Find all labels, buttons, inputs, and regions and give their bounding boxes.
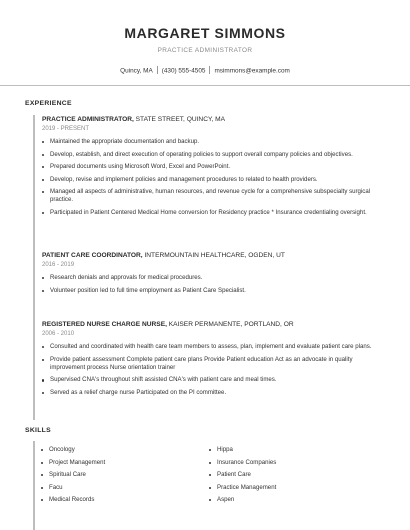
candidate-name: MARGARET SIMMONS <box>124 25 286 41</box>
skill-item: Insurance Companies <box>209 459 359 467</box>
job-bullet: Volunteer position led to full time employment as Patient Care Specialist. <box>42 287 387 295</box>
skill-item: Spiritual Care <box>41 471 191 479</box>
header-divider <box>0 85 410 86</box>
contact-separator <box>209 66 210 74</box>
contact-email: msimmons@example.com <box>214 67 290 75</box>
skills-list-left <box>41 446 191 509</box>
job-employer: KAISER PERMANENTE, PORTLAND, OR <box>166 321 294 328</box>
skill-item: Facu <box>41 484 191 492</box>
job-bullet: Managed all aspects of administrative, human resources, and revenue cycle for a comprehensive subspecialty surgical practice. <box>42 188 387 205</box>
job-title: PRACTICE ADMINISTRATOR, <box>42 116 134 123</box>
job-bullet: Provide patient assessment Complete patient care plans Provide Patient education Act as an advocate in quality improvement process Nurse orientation trainer <box>42 356 387 373</box>
job-bullet: Maintained the appropriate documentation and backup. <box>42 138 387 146</box>
job-bullet: Served as a relief charge nurse Participated on the PI committee. <box>42 389 387 397</box>
skill-item: Hippa <box>209 446 359 454</box>
experience-heading: EXPERIENCE <box>25 100 72 107</box>
job-entry <box>42 116 387 221</box>
job-bullet: Develop, revise and implement policies and management procedures to related to health providers. <box>42 176 387 184</box>
job-bullet: Supervised CNA's throughout shift assisted CNA's with patient care and meal times. <box>42 376 387 384</box>
job-entry <box>42 321 387 401</box>
job-bullets <box>42 138 387 217</box>
job-title: REGISTERED NURSE CHARGE NURSE, <box>42 321 167 328</box>
skill-item: Practice Management <box>209 484 359 492</box>
job-entry <box>42 252 387 299</box>
job-bullet: Develop, establish, and direct execution of operating policies to support overall company policies and objectives. <box>42 151 387 159</box>
skills-list-right <box>209 446 359 509</box>
job-bullets <box>42 343 387 397</box>
job-role-line <box>42 252 387 259</box>
job-dates: 2019 - PRESENT <box>42 126 90 132</box>
contact-location: Quincy, MA <box>120 67 153 75</box>
job-dates: 2016 - 2019 <box>42 262 75 268</box>
job-bullet: Consulted and coordinated with health care team members to assess, plan, implement and evaluate patient care plans. <box>42 343 387 351</box>
job-bullet: Research denials and approvals for medical procedures. <box>42 274 387 282</box>
job-employer: STATE STREET, QUINCY, MA <box>133 116 226 123</box>
contact-line <box>0 66 410 75</box>
job-employer: INTERMOUNTAIN HEALTHCARE, OGDEN, UT <box>142 252 285 259</box>
job-bullets <box>42 274 387 295</box>
skills-bar <box>33 441 35 530</box>
contact-separator <box>157 66 158 74</box>
resume-header <box>0 0 410 75</box>
skill-item: Aspen <box>209 496 359 504</box>
contact-phone: (430) 555-4505 <box>161 67 206 75</box>
job-bullet: Participated in Patient Centered Medical Home conversion for Residency practice * Insurance credentialing oversight. <box>42 209 387 217</box>
job-dates: 2006 - 2010 <box>42 331 75 337</box>
skill-item: Oncology <box>41 446 191 454</box>
skill-item: Project Management <box>41 459 191 467</box>
skills-heading: SKILLS <box>25 427 51 434</box>
candidate-title: PRACTICE ADMINISTRATOR <box>157 47 253 54</box>
job-role-line <box>42 116 387 123</box>
skill-item: Medical Records <box>41 496 191 504</box>
skill-item: Patient Care <box>209 471 359 479</box>
job-bullet: Prepared documents using Microsoft Word, Excel and PowerPoint. <box>42 163 387 171</box>
job-role-line <box>42 321 387 328</box>
job-title: PATIENT CARE COORDINATOR, <box>42 252 143 259</box>
experience-bar <box>33 115 35 420</box>
